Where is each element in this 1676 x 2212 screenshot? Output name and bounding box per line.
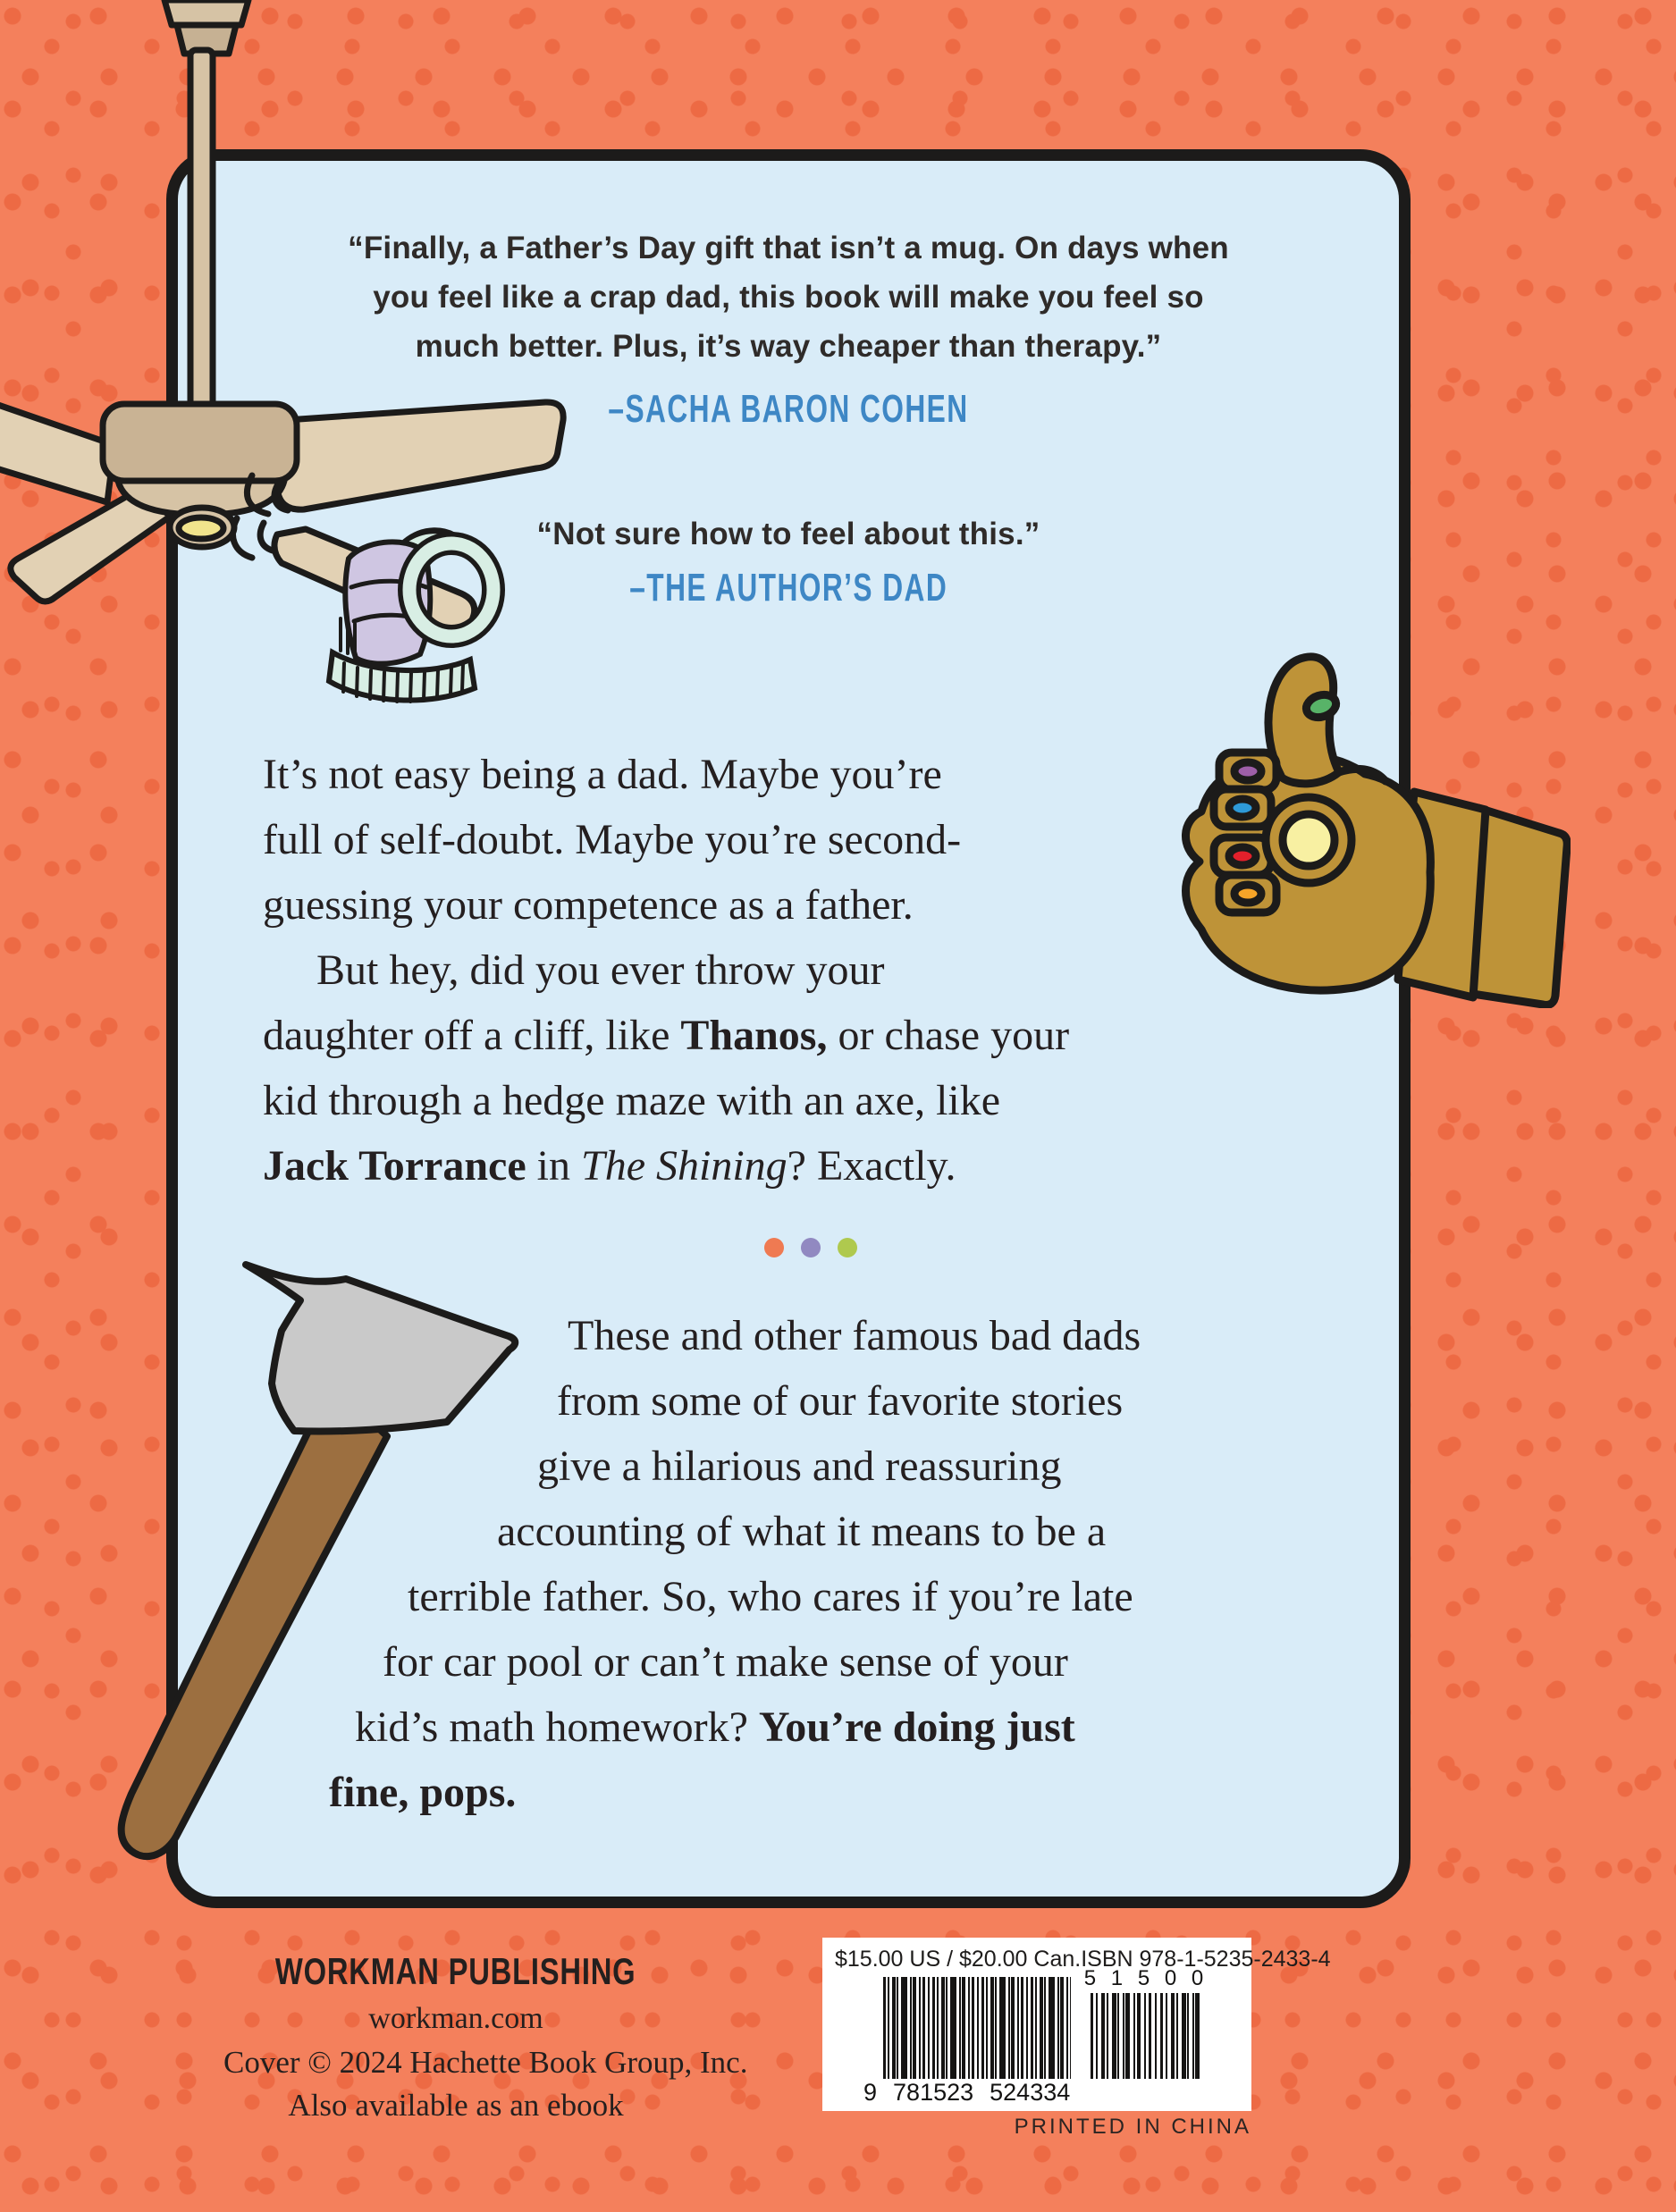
body-line: kid through a hedge maze with an axe, like bbox=[263, 1077, 1001, 1124]
ean-barcode bbox=[883, 1977, 1071, 2079]
quote-1-attribution: –SACHA BARON COHEN bbox=[608, 387, 969, 431]
quote-1-line: “Finally, a Father’s Day gift that isn’t a mug. On days when bbox=[348, 231, 1229, 265]
quote-1-line: you feel like a crap dad, this book will make you feel so bbox=[373, 280, 1204, 315]
quote-2-attribution: –THE AUTHOR’S DAD bbox=[629, 566, 947, 610]
infinity-gauntlet-illustration bbox=[1146, 642, 1571, 1008]
isbn-text: ISBN 978-1-5235-2433-4 bbox=[1081, 1947, 1331, 1972]
publisher-block bbox=[223, 1950, 748, 2124]
body-line: guessing your competence as a father. bbox=[263, 881, 914, 929]
price-code-digits: 5 1 5 0 0 bbox=[1083, 1966, 1209, 1990]
body-line: terrible father. So, who cares if you’re late bbox=[408, 1573, 1133, 1620]
body-line: daughter off a cliff, like Thanos, or chase your bbox=[263, 1012, 1070, 1059]
body-line: full of self-doubt. Maybe you’re second- bbox=[263, 816, 962, 863]
body-line: accounting of what it means to be a bbox=[497, 1508, 1107, 1555]
body-line: give a hilarious and reassuring bbox=[537, 1442, 1062, 1490]
copyright-line: Cover © 2024 Hachette Book Group, Inc. bbox=[223, 2045, 748, 2080]
section-divider-dots bbox=[764, 1238, 857, 1257]
publisher-website: workman.com bbox=[368, 2002, 543, 2035]
price-barcode bbox=[1091, 1993, 1201, 2079]
publisher-name: WORKMAN PUBLISHING bbox=[275, 1950, 636, 1992]
divider-dot-green bbox=[838, 1238, 857, 1257]
body-line: But hey, did you ever throw your bbox=[316, 946, 885, 994]
divider-dot-orange bbox=[764, 1238, 784, 1257]
jockstrap-illustration bbox=[329, 537, 493, 702]
printed-in-china: PRINTED IN CHINA bbox=[1014, 2115, 1251, 2139]
body-paragraph-1 bbox=[263, 742, 1069, 1199]
ebook-note: Also available as an ebook bbox=[288, 2088, 624, 2123]
barcode-box bbox=[822, 1938, 1331, 2111]
body-line: kid’s math homework? You’re doing just bbox=[355, 1703, 1075, 1751]
quote-1 bbox=[234, 223, 1343, 371]
quote-2-line: “Not sure how to feel about this.” bbox=[536, 517, 1040, 551]
divider-dot-purple bbox=[801, 1238, 821, 1257]
body-line: fine, pops. bbox=[329, 1769, 517, 1816]
quote-1-line: much better. Plus, it’s way cheaper than therapy.” bbox=[415, 329, 1162, 364]
body-line: from some of our favorite stories bbox=[557, 1377, 1124, 1425]
body-line: It’s not easy being a dad. Maybe you’re bbox=[263, 751, 942, 798]
price-text: $15.00 US / $20.00 Can. bbox=[835, 1947, 1082, 1972]
body-line: Jack Torrance in The Shining? Exactly. bbox=[263, 1142, 956, 1190]
ean-digits: 9 781523 524334 bbox=[863, 2079, 1071, 2106]
body-paragraph-2 bbox=[329, 1303, 1141, 1825]
body-line: These and other famous bad dads bbox=[568, 1312, 1141, 1359]
body-line: for car pool or can’t make sense of your bbox=[383, 1638, 1068, 1686]
quote-2 bbox=[234, 509, 1343, 559]
